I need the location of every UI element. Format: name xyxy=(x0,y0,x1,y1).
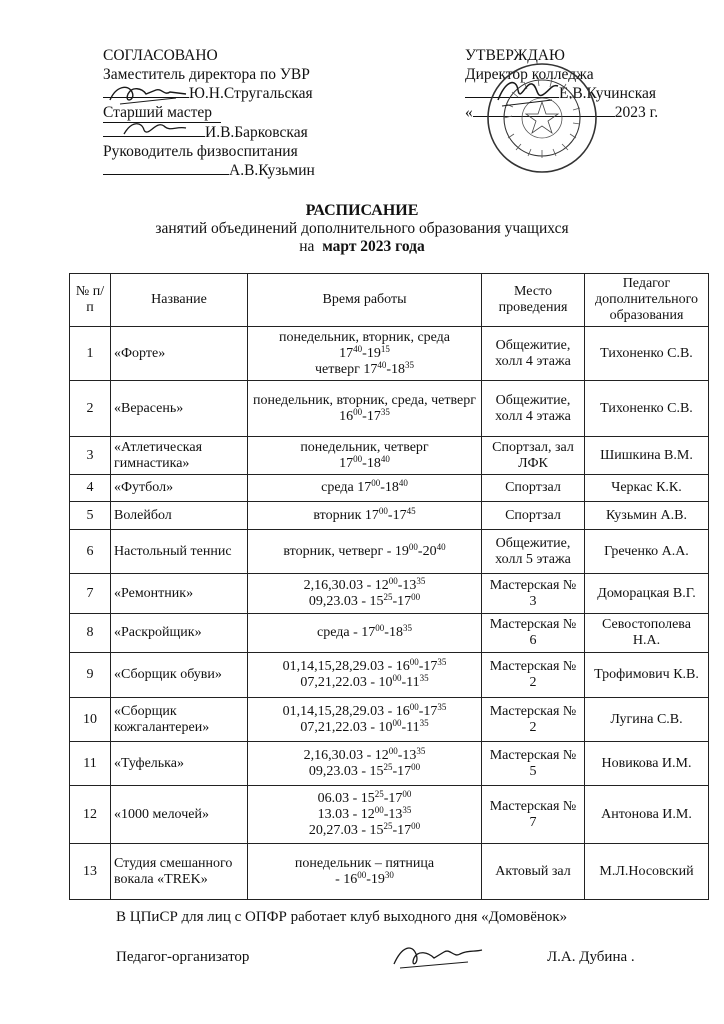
deputy-name: Ю.Н.Стругальская xyxy=(189,85,313,102)
pe-name: А.В.Кузьмин xyxy=(229,162,315,179)
table-row: 4 «Футбол» среда $17^{00}-18^{40}$ Спортзал Черкас К.К. xyxy=(70,475,709,502)
column-header-time: Время работы xyxy=(248,274,482,327)
time-cell: $2,16,30.03 - 12^{00}-13^{35}$ $09,23.03 - 15^{25}-17^{00}$ xyxy=(248,742,482,786)
schedule-subtitle: занятий объединений дополнительного образования учащихся xyxy=(155,220,569,237)
schedule-heading: РАСПИСАНИЕ xyxy=(305,202,419,219)
approval-date-line: « 2023 г. xyxy=(465,104,659,121)
table-row: 3 «Атлетическая гимнастика» понедельник, четверг $17^{00}-18^{40}$ Спортзал, зал ЛФК Шишкина В.М. xyxy=(70,437,709,475)
table-row: 8 «Раскройщик» среда - $17^{00}-18^{35}$ Мастерская № 6 Севостополева Н.А. xyxy=(70,614,709,653)
time-cell: вторник, четверг - $19^{00}-20^{40}$ xyxy=(248,530,482,574)
time-cell: среда - $17^{00}-18^{35}$ xyxy=(248,614,482,653)
time-cell: вторник $17^{00}-17^{45}$ xyxy=(248,502,482,530)
table-row: 13 Студия смешанного вокала «TREK» понедельник – пятница - $16^{00}-19^{30}$ Актовый зал М.Л.Носовский xyxy=(70,844,709,900)
director-signature-icon xyxy=(492,70,562,116)
pe-signature-line xyxy=(103,161,315,180)
time-cell: среда $17^{00}-18^{40}$ xyxy=(248,475,482,502)
schedule-table xyxy=(69,273,709,900)
agreed-label: СОГЛАСОВАНО xyxy=(103,47,218,64)
time-cell: $2,16,30.03 - 12^{00}-13^{35}$ $09,23.03 - 15^{25}-17^{00}$ xyxy=(248,574,482,614)
deputy-signature-icon xyxy=(106,80,196,108)
organizer-title: Педагог-организатор xyxy=(116,949,250,965)
table-header-row xyxy=(70,274,709,327)
table-row: 10 «Сборщик кожгалантереи» $01,14,15,28,29.03 - 16^{00}-17^{35}$ $07,21,22.03 - 10^{00}-11^{35}$ Мастерская № 2 Лугина С.В. xyxy=(70,698,709,742)
table-row: 6 Настольный теннис вторник, четверг - $19^{00}-20^{40}$ Общежитие, холл 5 этажа Греченко А.А. xyxy=(70,530,709,574)
time-cell: $06.03 - 15^{25}-17^{00}$ $13.03 - 12^{00}-13^{35}$ $20,27.03 - 15^{25}-17^{00}$ xyxy=(248,786,482,844)
schedule-period: на март 2023 года xyxy=(299,238,425,255)
column-header-place: Место проведения xyxy=(482,274,585,327)
column-header-teacher: Педагог дополнительного образования xyxy=(585,274,709,327)
table-row: 1 «Форте» понедельник, вторник, среда $17^{40}-19^{15}$ четверг $17^{40}-18^{35}$ Общежитие, холл 4 этажа Тихоненко С.В. xyxy=(70,327,709,381)
approved-label: УТВЕРЖДАЮ xyxy=(465,47,565,64)
master-signature-icon xyxy=(120,116,190,142)
column-header-num: № п/п xyxy=(70,274,111,327)
column-header-name: Название xyxy=(111,274,248,327)
approval-year: 2023 г. xyxy=(614,104,659,121)
time-cell: понедельник, четверг $17^{00}-18^{40}$ xyxy=(248,437,482,475)
document-title xyxy=(0,201,724,256)
master-name: И.В.Барковская xyxy=(205,124,308,141)
master-title: Старший мастер xyxy=(103,103,221,123)
table-row: 2 «Верасень» понедельник, вторник, среда, четверг $16^{00}-17^{35}$ Общежитие, холл 4 этажа Тихоненко С.В. xyxy=(70,381,709,437)
table-row: 9 «Сборщик обуви» $01,14,15,28,29.03 - 16^{00}-17^{35}$ $07,21,22.03 - 10^{00}-11^{35}$ Мастерская № 2 Трофимович К.В. xyxy=(70,653,709,698)
approval-agreed-block xyxy=(103,46,315,180)
director-title: Директор колледжа xyxy=(465,66,594,83)
table-row: 12 «1000 мелочей» $06.03 - 15^{25}-17^{00}$ $13.03 - 12^{00}-13^{35}$ $20,27.03 - 15^{25}-17^{00}$ Мастерская № 7 Антонова И.М. xyxy=(70,786,709,844)
table-row: 5 Волейбол вторник $17^{00}-17^{45}$ Спортзал Кузьмин А.В. xyxy=(70,502,709,530)
time-cell: понедельник, вторник, среда, четверг $16^{00}-17^{35}$ xyxy=(248,381,482,437)
table-row: 7 «Ремонтник» $2,16,30.03 - 12^{00}-13^{35}$ $09,23.03 - 15^{25}-17^{00}$ Мастерская № 3 Доморацкая В.Г. xyxy=(70,574,709,614)
deputy-title: Заместитель директора по УВР xyxy=(103,66,310,83)
time-cell: понедельник – пятница - $16^{00}-19^{30}$ xyxy=(248,844,482,900)
pe-title: Руководитель физвоспитания xyxy=(103,143,298,160)
time-cell: $01,14,15,28,29.03 - 16^{00}-17^{35}$ $07,21,22.03 - 10^{00}-11^{35}$ xyxy=(248,653,482,698)
table-row: 11 «Туфелька» $2,16,30.03 - 12^{00}-13^{35}$ $09,23.03 - 15^{25}-17^{00}$ Мастерская № 5 Новикова И.М. xyxy=(70,742,709,786)
time-cell: понедельник, вторник, среда $17^{40}-19^{15}$ четверг $17^{40}-18^{35}$ xyxy=(248,327,482,381)
organizer-name: Л.А. Дубина . xyxy=(547,949,635,965)
organizer-signature-icon xyxy=(388,940,488,972)
time-cell: $01,14,15,28,29.03 - 16^{00}-17^{35}$ $07,21,22.03 - 10^{00}-11^{35}$ xyxy=(248,698,482,742)
club-note: В ЦПиСР для лиц с ОПФР работает клуб выходного дня «Домовёнок» xyxy=(116,909,568,925)
director-name: Е.В.Кучинская xyxy=(559,85,657,102)
